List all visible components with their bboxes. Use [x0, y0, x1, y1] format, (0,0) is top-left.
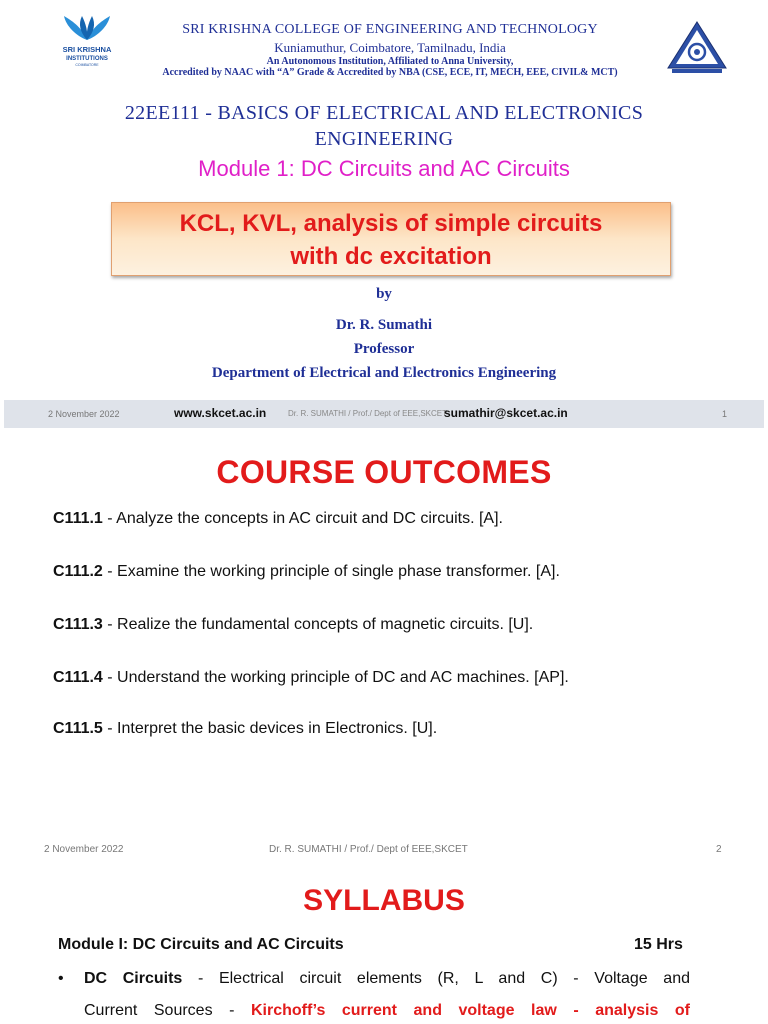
footer-page-number: 1: [722, 409, 728, 419]
bullet-icon: •: [58, 970, 64, 987]
website-link[interactable]: www.skcet.ac.in: [174, 406, 267, 420]
module-title: Module 1: DC Circuits and AC Circuits: [198, 156, 570, 181]
outcome-text: - Understand the working principle of DC and AC machines. [AP].: [102, 669, 569, 686]
outcome-code: C111.2: [53, 563, 103, 580]
outcome-code: C111.4: [53, 669, 103, 686]
outcome-text: - Analyze the concepts in AC circuit and DC circuits. [A].: [102, 510, 503, 527]
outcome-code: C111.3: [53, 616, 103, 633]
slide-footer: [4, 400, 764, 428]
logo-city: COIMBATORE: [75, 63, 99, 67]
syllabus-slide: [0, 864, 768, 1024]
syllabus-line-1: [84, 970, 690, 988]
accreditation-statement: Accredited by NAAC with “A” Grade & Accredited by NBA (CSE, ECE, IT, MECH, EEE, CIVIL& MCT): [162, 67, 618, 78]
footer-date: 2 November 2022: [44, 844, 124, 855]
topic-line2: with dc excitation: [290, 243, 492, 270]
outcome-text: - Examine the working principle of single phase transformer. [A].: [102, 563, 560, 580]
outcome-text: - Interpret the basic devices in Electronics. [U].: [102, 720, 438, 737]
course-outcomes-slide: [0, 428, 768, 864]
footer-author: Dr. R. SUMATHI / Prof./ Dept of EEE,SKCET: [288, 409, 447, 418]
topic-line1: KCL, KVL, analysis of simple circuits: [179, 210, 603, 237]
autonomous-statement: An Autonomous Institution, Affiliated to Anna University,: [266, 56, 514, 67]
college-name: SRI KRISHNA COLLEGE OF ENGINEERING AND TECHNOLOGY: [182, 22, 598, 37]
outcome-item: [53, 616, 533, 634]
footer-date: 2 November 2022: [48, 409, 120, 419]
course-title-line2: ENGINEERING: [314, 128, 454, 150]
outcome-text: - Realize the fundamental concepts of magnetic circuits. [U].: [102, 616, 534, 633]
outcome-item: [53, 669, 569, 687]
logo-text: SRI KRISHNA: [62, 45, 112, 54]
footer-author: Dr. R. SUMATHI / Prof./ Dept of EEE,SKCET: [269, 844, 468, 855]
outcome-item: [53, 510, 503, 528]
course-title: [40, 100, 728, 152]
author-role: Professor: [353, 341, 415, 357]
college-emblem: [664, 20, 730, 76]
outcome-item: [53, 563, 560, 581]
college-location: Kuniamuthur, Coimbatore, Tamilnadu, India: [274, 40, 506, 55]
syllabus-line-1-text: - Electrical circuit elements (R, L and C) - Voltage and: [182, 970, 691, 987]
syllabus-hours: 15 Hrs: [634, 936, 683, 953]
department-name: Department of Electrical and Electronics Engineering: [211, 365, 557, 381]
author-name: Dr. R. Sumathi: [335, 317, 433, 333]
by-label: by: [376, 286, 392, 302]
outcome-code: C111.1: [53, 510, 103, 527]
syllabus-line-2-text: Current Sources -: [84, 1002, 251, 1019]
dc-circuits-label: DC Circuits: [84, 970, 183, 987]
email-link[interactable]: sumathir@skcet.ac.in: [444, 406, 568, 420]
course-outcomes-title: COURSE OUTCOMES: [216, 454, 552, 490]
outcome-code: C111.5: [53, 720, 103, 737]
course-title-line1: 22EE111 - BASICS OF ELECTRICAL AND ELECTRONICS: [124, 102, 644, 124]
syllabus-line-2: [84, 1002, 690, 1020]
syllabus-title: SYLLABUS: [303, 884, 465, 917]
outcome-item: [53, 720, 437, 738]
title-slide: [0, 0, 768, 428]
topic-box: [111, 202, 671, 276]
logo-subtext: INSTITUTIONS: [66, 56, 108, 62]
syllabus-highlight: Kirchoff’s current and voltage law - analysis of: [250, 1002, 690, 1019]
footer-page-number: 2: [716, 844, 722, 855]
syllabus-module-heading: Module I: DC Circuits and AC Circuits: [58, 936, 344, 953]
